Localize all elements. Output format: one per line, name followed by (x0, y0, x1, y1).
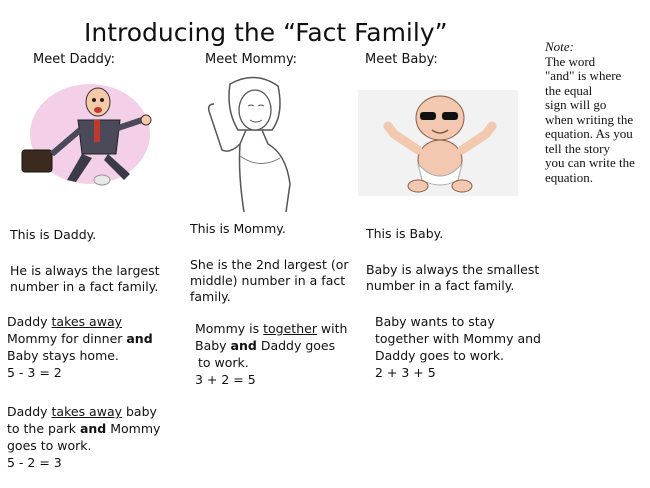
story-text: to work. (198, 355, 249, 370)
meet-baby-label: Meet Baby: (365, 52, 438, 67)
baby-intro: This is Baby. (366, 226, 444, 241)
story-text: Baby wants to stay (375, 314, 495, 329)
note-line: "and" is where (545, 68, 622, 83)
baby-desc-line: Baby is always the smallest (366, 262, 540, 277)
story-text: goes to work. (7, 438, 92, 453)
story-keyword: takes away (51, 404, 123, 419)
mommy-desc-line: family. (190, 289, 231, 304)
mommy-desc-line: She is the 2nd largest (or (190, 257, 349, 272)
daddy-story-2 (7, 403, 160, 471)
meet-mommy-label: Meet Mommy: (205, 52, 298, 67)
note-line: equation. As you (545, 126, 633, 141)
story-text: together with Mommy and (375, 331, 541, 346)
daddy-description (10, 263, 160, 295)
equation: 2 + 3 + 5 (375, 365, 436, 380)
daddy-story-1 (7, 313, 153, 381)
note-line: sign will go (545, 97, 607, 112)
note-line: equation. (545, 169, 594, 185)
mommy-description (190, 257, 348, 305)
story-text: with (316, 321, 348, 336)
baby-description (366, 262, 539, 294)
story-and-word: and (126, 331, 153, 346)
mommy-illustration (200, 74, 310, 214)
baby-story (375, 313, 541, 381)
story-text: Daddy goes (256, 338, 336, 353)
note-line: The word (545, 53, 596, 69)
story-keyword: together (263, 321, 317, 336)
daddy-desc-line: number in a fact family. (10, 279, 159, 294)
mommy-intro: This is Mommy. (190, 221, 286, 236)
baby-desc-line: number in a fact family. (366, 278, 515, 293)
story-text: Mommy is (195, 321, 264, 336)
story-text: to the park (7, 421, 80, 436)
equation: 5 - 3 = 2 (7, 365, 62, 380)
equation: 3 + 2 = 5 (195, 372, 256, 387)
mommy-desc-line: middle) number in a fact (190, 273, 346, 288)
story-text: Daddy (7, 404, 52, 419)
meet-daddy-label: Meet Daddy: (33, 52, 116, 67)
story-text: Mommy (106, 421, 161, 436)
note-line: you can write the (545, 155, 635, 170)
story-text: baby (122, 404, 157, 419)
story-text: Daddy goes to work. (375, 348, 505, 363)
note-line: the equal (545, 82, 593, 98)
note-line: tell the story (545, 140, 610, 156)
daddy-intro: This is Daddy. (10, 227, 97, 242)
page-title: Introducing the “Fact Family” (84, 18, 448, 47)
mommy-story (195, 320, 347, 388)
note-line: when writing the (545, 111, 634, 127)
equation: 5 - 2 = 3 (7, 455, 62, 470)
story-text: Daddy (7, 314, 52, 329)
baby-illustration (358, 90, 518, 196)
story-keyword: takes away (51, 314, 123, 329)
daddy-desc-line: He is always the largest (10, 263, 160, 278)
daddy-illustration (12, 82, 162, 194)
story-text: Baby stays home. (7, 348, 119, 363)
story-text: Baby (195, 338, 231, 353)
story-and-word: and (230, 338, 257, 353)
story-text: Mommy for dinner (7, 331, 127, 346)
note-box (545, 40, 647, 185)
story-and-word: and (79, 421, 107, 436)
note-heading: Note: (545, 39, 574, 54)
